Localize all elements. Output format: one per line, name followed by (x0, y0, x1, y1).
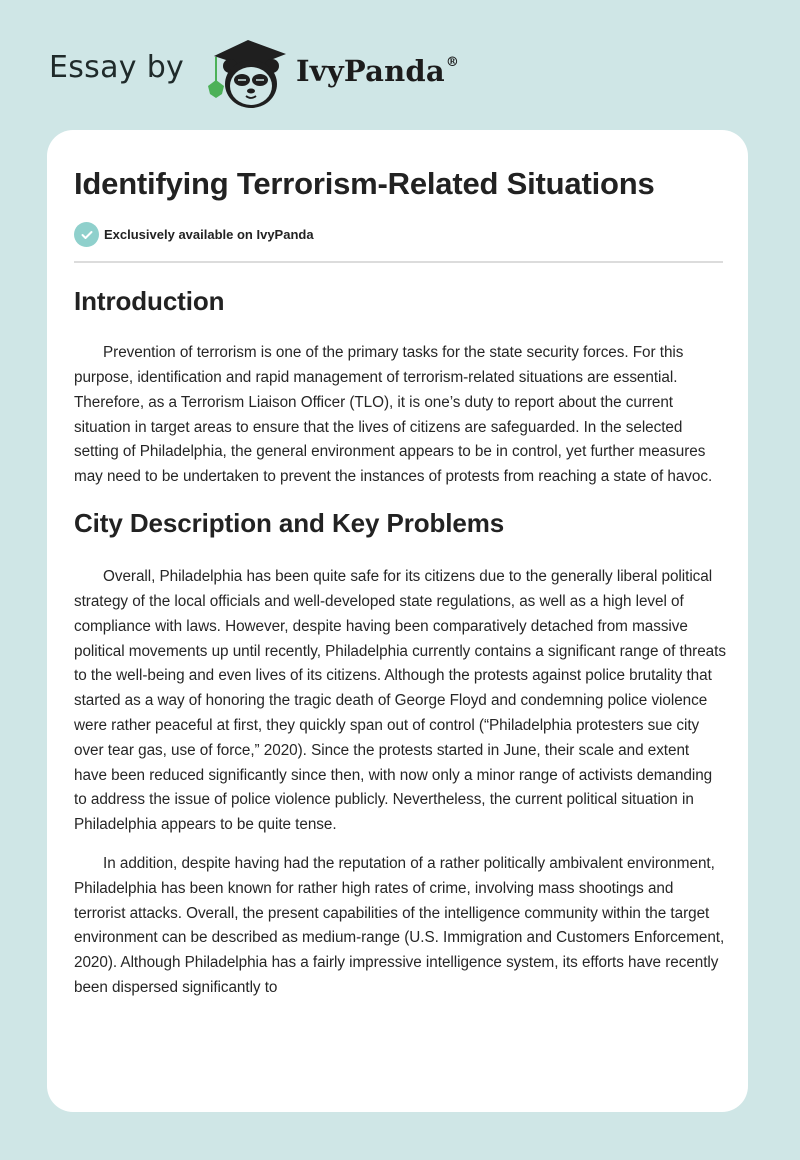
exclusive-badge (74, 222, 314, 247)
check-circle-icon (74, 222, 99, 247)
paragraph-introduction: Prevention of terrorism is one of the primary tasks for the state security forces. For this purpose, identification and rapid management of terrorism-related situations are essential. Therefore, as a Terrorism Liaison Officer (TLO), it is one’s duty to report about the current situation in target areas to ensure that the lives of citizens are safeguarded. In the selected setting of Philadelphia, the general environment appears to be in control, yet further measures may need to be undertaken to prevent the instances of protests from reaching a state of havoc. (74, 344, 713, 486)
brand-prefix: Essay by (49, 50, 185, 85)
panda-graduate-icon[interactable] (202, 34, 290, 110)
essay-card (47, 130, 748, 1112)
title-divider (74, 261, 723, 263)
paragraph-city-2: In addition, despite having had the reputation of a rather politically ambivalent environment, Philadelphia has been known for rather high rates of crime, involving mass shootings and terrorist attacks. Overall, the present capabilities of the intelligence community within the target environment can be described as medium-range (U.S. Immigration and Customers Enforcement, 2020). Although Philadelphia has a fairly impressive intelligence system, its efforts have recently been dispersed significantly to (74, 854, 725, 996)
brand-name[interactable] (296, 54, 459, 88)
registered-mark: ® (445, 55, 460, 71)
brand-header (0, 0, 800, 130)
brand-name-text: IvyPanda (296, 54, 445, 88)
section-heading-city-description: City Description and Key Problems (74, 507, 505, 538)
section-heading-introduction: Introduction (74, 286, 225, 316)
paragraph-city-1: Overall, Philadelphia has been quite safe for its citizens due to the generally liberal political strategy of the local officials and well-developed state regulations, as well as a high level of compliance with laws. However, despite having been comparatively detached from massive political movements up until recently, Philadelphia currently contains a significant range of threats to the well-being and even lives of its citizens. Although the protests against police brutality that started as a way of honoring the tragic death of George Floyd and condemning police violence were rather peaceful at first, they quickly span out of control (“Philadelphia protesters sue city over tear gas, use of force,” 2020). Since the protests started in June, their scale and extent have been reduced significantly since then, with now only a minor range of activists demanding to address the issue of police violence publicly. Nevertheless, the current political situation in Philadelphia appears to be quite tense. (74, 568, 726, 834)
badge-text: Exclusively available on IvyPanda (104, 227, 314, 242)
essay-body (74, 280, 726, 1001)
page-title: Identifying Terrorism-Related Situations (74, 166, 655, 201)
